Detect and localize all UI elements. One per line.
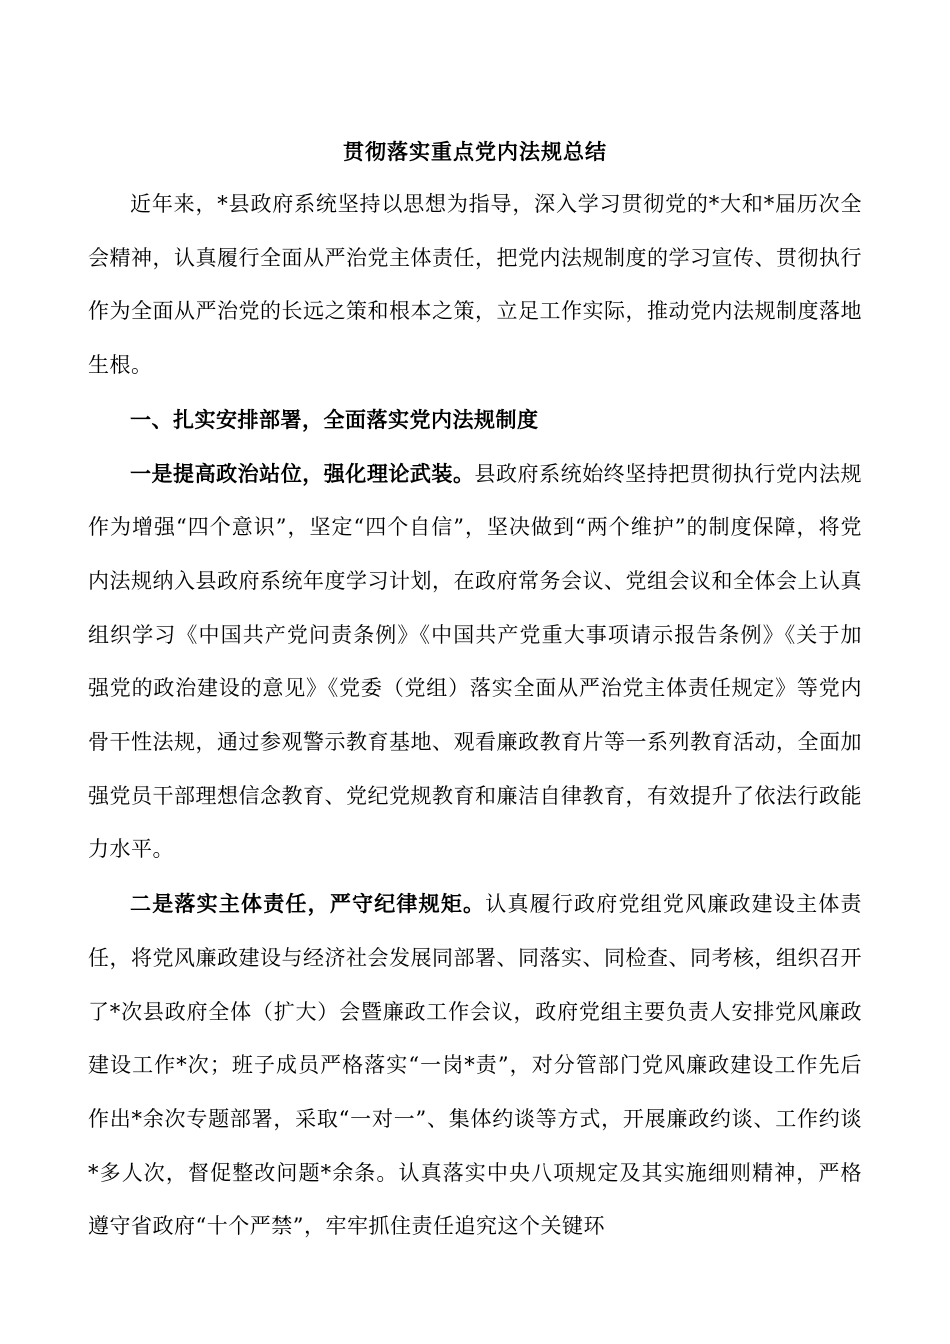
- section-heading: 一、扎实安排部署，全面落实党内法规制度: [130, 406, 539, 432]
- point-two-body: 认真履行政府党组党风廉政建设主体责任，将党风廉政建设与经济社会发展同部署、同落实、同检查、同考核，组织召开了*次县政府全体（扩大）会暨廉政工作会议，政府党组主要负责人安排党风廉政建设工作*次；班子成员严格落实“一岗*责”，对分管部门党风廉政建设工作先后作出*余次专题部署，采取“一对一”、集体约谈等方式，开展廉政约谈、工作约谈*多人次，督促整改问题*余条。认真落实中央八项规定及其实施细则精神，严格遵守省政府“十个严禁”，牢牢抓住责任追究这个关键环: [88, 892, 862, 1239]
- document-page: [88, 130, 862, 1254]
- point-one-paragraph: [88, 447, 862, 878]
- intro-paragraph: 近年来，*县政府系统坚持以思想为指导，深入学习贯彻党的*大和*届历次全会精神，认真履行全面从严治党主体责任，把党内法规制度的学习宣传、贯彻执行作为全面从严治党的长远之策和根本之策，立足工作实际，推动党内法规制度落地生根。: [88, 192, 862, 378]
- point-one-lead: 一是提高政治站位，强化理论武装。: [130, 460, 475, 486]
- document-title: 贯彻落实重点党内法规总结: [343, 139, 607, 164]
- point-one-body: 县政府系统始终坚持把贯彻执行党内法规作为增强“四个意识”，坚定“四个自信”，坚决做到“两个维护”的制度保障，将党内法规纳入县政府系统年度学习计划，在政府常务会议、党组会议和全体会上认真组织学习《中国共产党问责条例》《中国共产党重大事项请示报告条例》《关于加强党的政治建设的意见》《党委（党组）落实全面从严治党主体责任规定》等党内骨干性法规，通过参观警示教育基地、观看廉政教育片等一系列教育活动，全面加强党员干部理想信念教育、党纪党规教育和廉洁自律教育，有效提升了依法行政能力水平。: [88, 461, 862, 862]
- point-two-lead: 二是落实主体责任，严守纪律规矩。: [130, 891, 486, 917]
- point-two-paragraph: [88, 877, 862, 1254]
